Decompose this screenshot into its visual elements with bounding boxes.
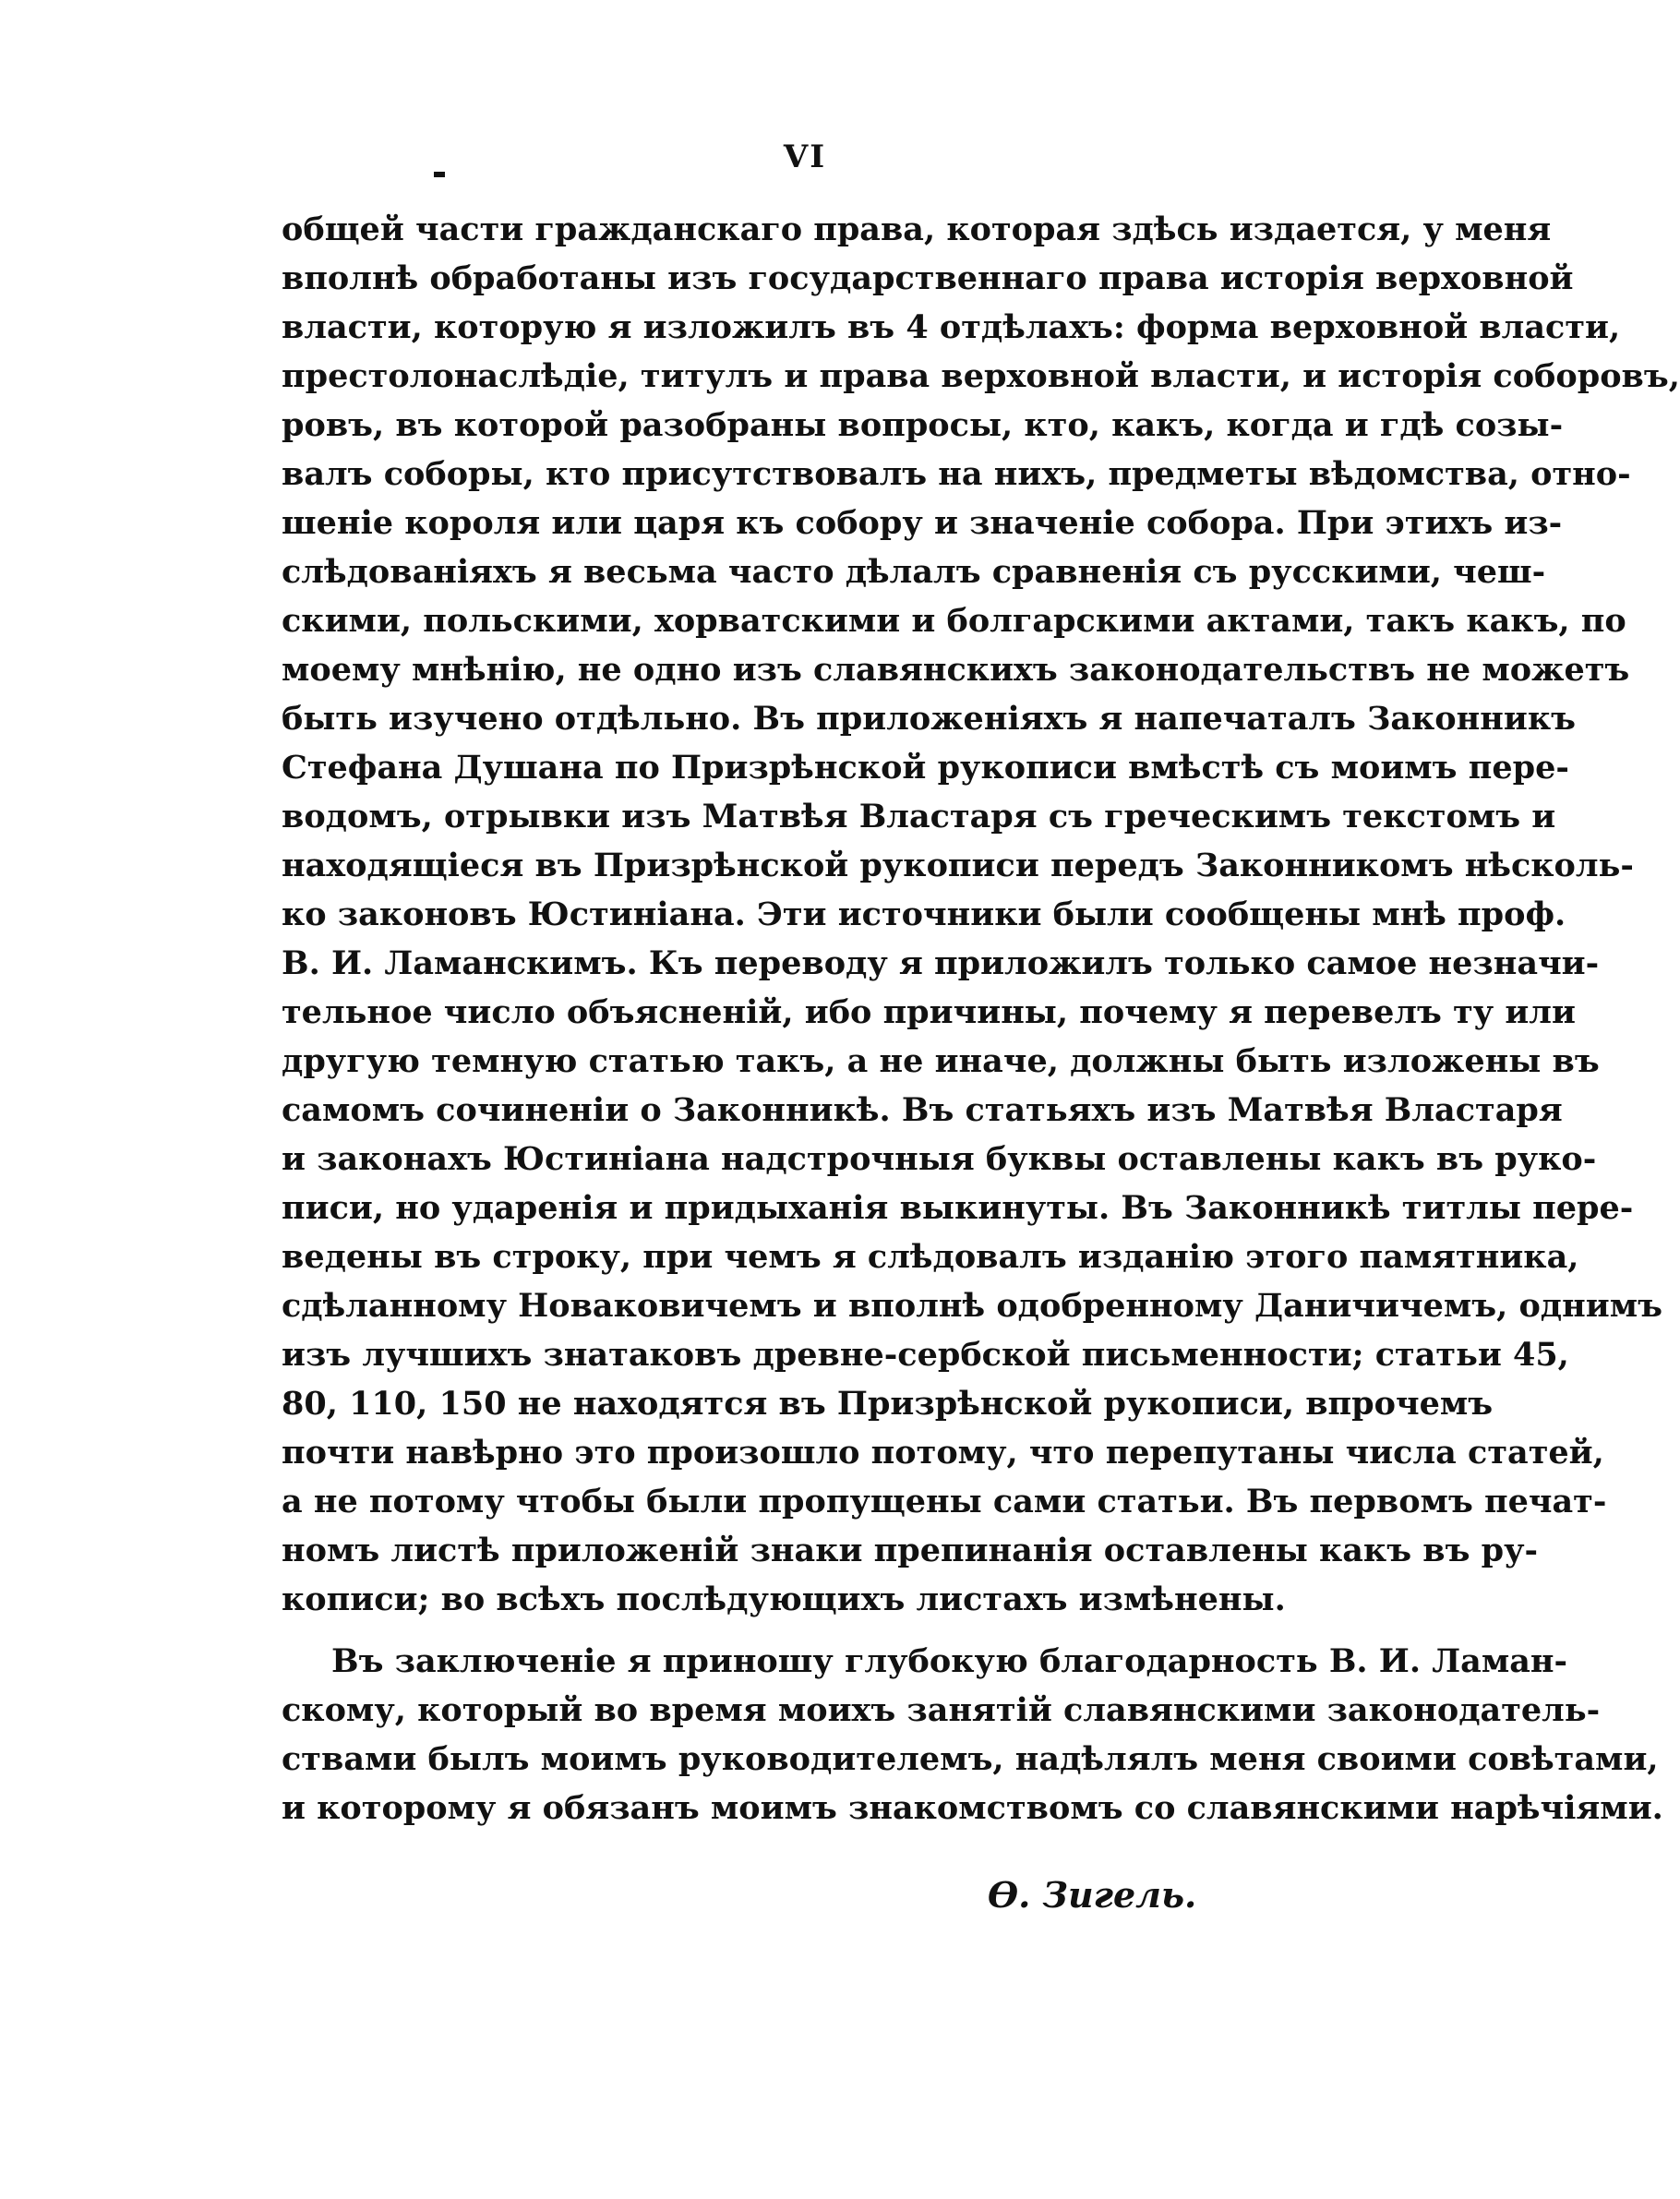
text-line: водомъ, отрывки изъ Матвѣя Властаря съ греческимъ текстомъ и	[282, 798, 1556, 835]
text-line: ровъ, въ которой разобраны вопросы, кто, какъ, когда и гдѣ созы-	[282, 406, 1564, 444]
text-line: писи, но ударенія и придыханія выкинуты. Въ Законникѣ титлы пере-	[282, 1189, 1634, 1227]
text-line: тельное число объясненій, ибо причины, почему я перевелъ ту или	[282, 993, 1576, 1031]
text-line: Стефана Душана по Призрѣнской рукописи вмѣстѣ съ моимъ пере-	[282, 749, 1569, 787]
text-line: власти, которую я изложилъ въ 4 отдѣлахъ: форма верховной власти,	[282, 308, 1621, 346]
text-line: ведены въ строку, при чемъ я слѣдовалъ изданію этого памятника,	[282, 1238, 1579, 1276]
text-line: Въ заключеніе я приношу глубокую благодарность В. И. Ламан-	[331, 1642, 1568, 1680]
text-line: слѣдованіяхъ я весьма часто дѣлалъ сравненія съ русскими, чеш-	[282, 553, 1546, 591]
ink-mark	[434, 172, 445, 177]
text-line: сдѣланному Новаковичемъ и вполнѣ одобренному Даничичемъ, однимъ	[282, 1287, 1662, 1325]
paragraph-2	[282, 1637, 1663, 1832]
paragraph-gap	[282, 1624, 1338, 1637]
page-number: VI	[783, 138, 827, 175]
paragraph-1	[282, 205, 1680, 1624]
text-line: шеніе короля или царя къ собору и значеніе собора. При этихъ из-	[282, 504, 1563, 542]
text-line: номъ листѣ приложеній знаки препинанія оставлены какъ въ ру-	[282, 1532, 1539, 1569]
text-line: изъ лучшихъ знатаковъ древне-сербской письменности; статьи 45,	[282, 1336, 1569, 1374]
body-text	[282, 205, 1680, 1832]
text-line: самомъ сочиненіи о Законникѣ. Въ статьяхъ изъ Матвѣя Властаря	[282, 1091, 1563, 1129]
text-line: 80, 110, 150 не находятся въ Призрѣнской рукописи, впрочемъ	[282, 1385, 1494, 1423]
text-line: В. И. Ламанскимъ. Къ переводу я приложилъ только самое незначи-	[282, 944, 1600, 982]
text-line: престолонаслѣдіе, титулъ и права верховной власти, и исторія соборовъ,	[282, 357, 1680, 395]
text-line: другую темную статью такъ, а не иначе, должны быть изложены въ	[282, 1042, 1600, 1080]
text-line: вполнѣ обработаны изъ государственнаго права исторія верховной	[282, 259, 1574, 297]
text-line: почти навѣрно это произошло потому, что перепутаны числа статей,	[282, 1434, 1604, 1472]
text-line: моему мнѣнію, не одно изъ славянскихъ законодательствъ не можетъ	[282, 651, 1630, 689]
text-line: скому, который во время моихъ занятій славянскими законодатель-	[282, 1691, 1601, 1729]
text-line: кописи; во всѣхъ послѣдующихъ листахъ измѣнены.	[282, 1580, 1286, 1618]
text-line: скими, польскими, хорватскими и болгарскими актами, такъ какъ, по	[282, 602, 1626, 640]
text-line: ствами былъ моимъ руководителемъ, надѣлялъ меня своими совѣтами,	[282, 1740, 1659, 1778]
text-line: общей части гражданскаго права, которая здѣсь издается, у меня	[282, 210, 1552, 248]
text-line: ко законовъ Юстиніана. Эти источники были сообщены мнѣ проф.	[282, 895, 1566, 933]
text-line: и законахъ Юстиніана надстрочныя буквы оставлены какъ въ руко-	[282, 1140, 1597, 1178]
text-line: быть изучено отдѣльно. Въ приложеніяхъ я напечаталъ Законникъ	[282, 700, 1576, 738]
text-line: а не потому чтобы были пропущены сами статьи. Въ первомъ печат-	[282, 1483, 1607, 1520]
author-signature: Ѳ. Зигель.	[988, 1874, 1197, 1916]
text-line: валъ соборы, кто присутствовалъ на нихъ, предметы вѣдомства, отно-	[282, 455, 1631, 493]
text-line: находящіеся въ Призрѣнской рукописи передъ Законникомъ нѣсколь-	[282, 847, 1634, 884]
text-line: и которому я обязанъ моимъ знакомствомъ со славянскими нарѣчіями.	[282, 1789, 1663, 1827]
